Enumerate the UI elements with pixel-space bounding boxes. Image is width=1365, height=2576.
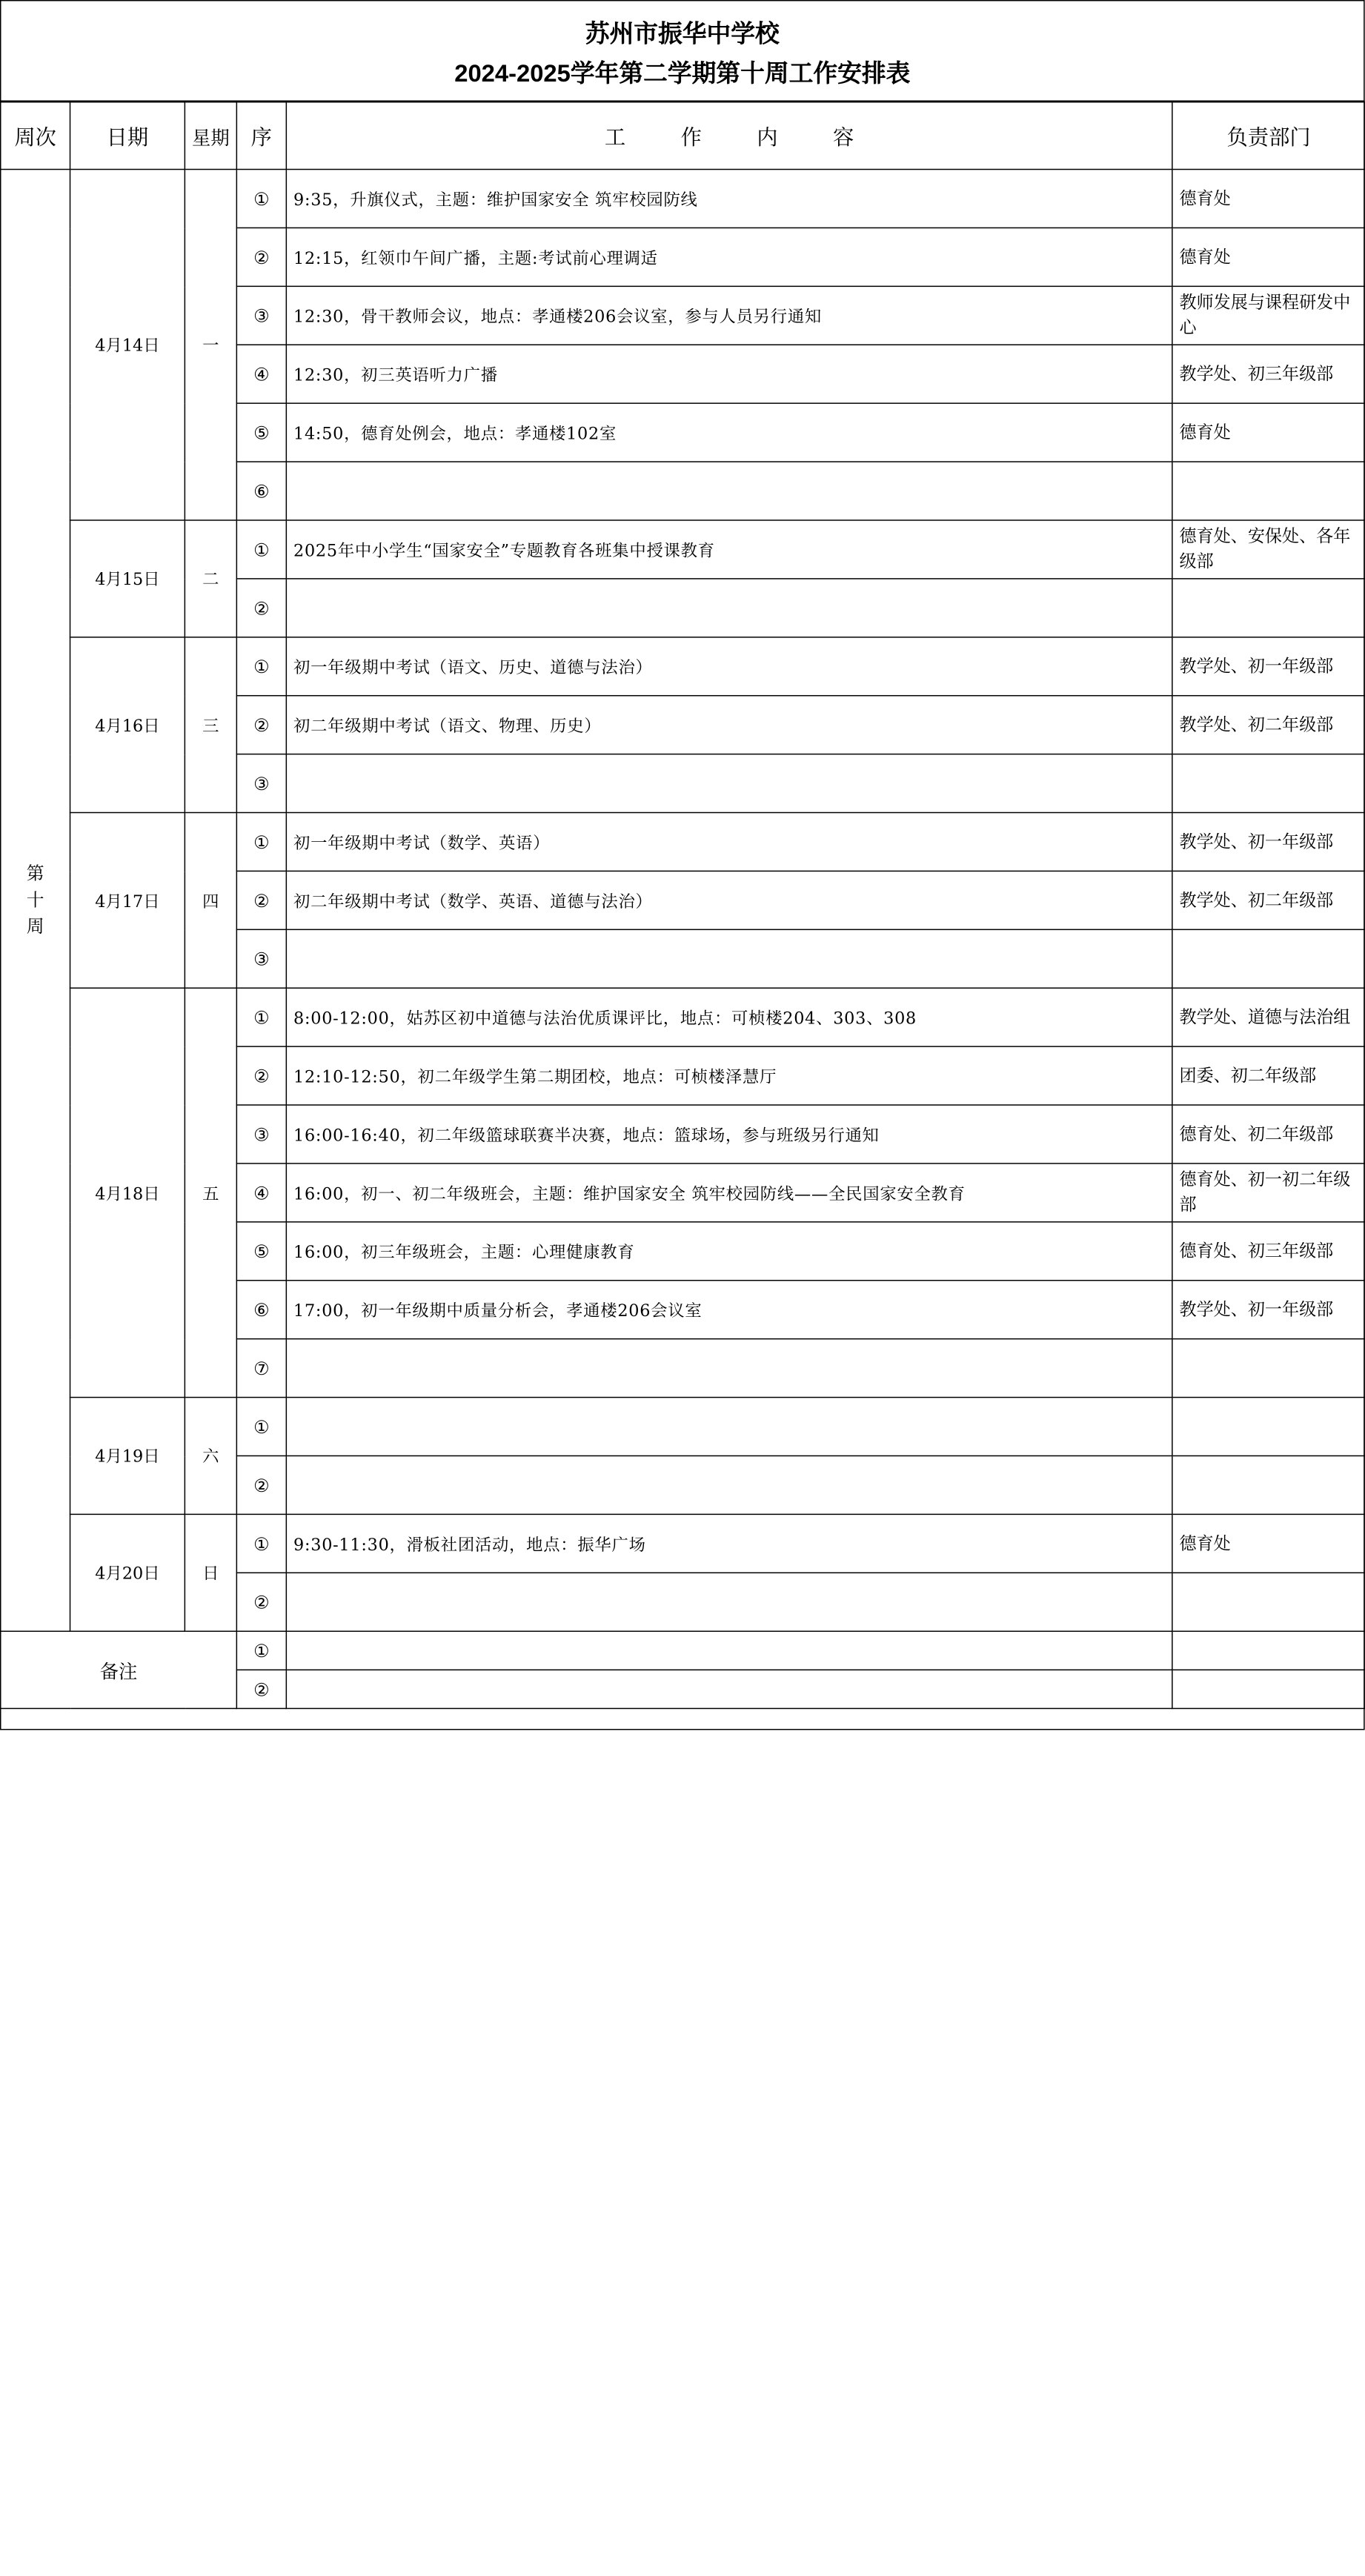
header-row	[1, 102, 1365, 170]
dept-cell: 德育处、初二年级部	[1172, 1105, 1365, 1163]
content-cell: 9:30-11:30，滑板社团活动，地点：振华广场	[286, 1514, 1172, 1573]
title-block	[0, 0, 1365, 102]
dept-cell	[1172, 1339, 1365, 1398]
seq-cell: ②	[236, 579, 286, 637]
table-row	[1, 988, 1365, 1046]
table-row	[1, 1514, 1365, 1573]
dept-cell: 教学处、初一年级部	[1172, 1281, 1365, 1339]
seq-cell: ①	[236, 813, 286, 872]
content-cell	[286, 754, 1172, 813]
seq-cell: ①	[236, 1398, 286, 1456]
notes-dept-cell	[1172, 1631, 1365, 1670]
header-date: 日期	[70, 102, 185, 170]
dept-cell: 教学处、道德与法治组	[1172, 988, 1365, 1046]
content-cell: 14:50，德育处例会，地点：孝通楼102室	[286, 403, 1172, 462]
dept-cell: 教学处、初一年级部	[1172, 637, 1365, 696]
seq-cell: ③	[236, 1105, 286, 1163]
dept-cell: 教学处、初二年级部	[1172, 696, 1365, 754]
seq-cell: ①	[236, 988, 286, 1046]
content-cell: 初一年级期中考试（语文、历史、道德与法治）	[286, 637, 1172, 696]
content-cell: 12:15，红领巾午间广播，主题:考试前心理调适	[286, 228, 1172, 286]
dept-cell	[1172, 1398, 1365, 1456]
seq-cell: ⑤	[236, 1222, 286, 1281]
notes-label: 备注	[1, 1631, 237, 1708]
table-row	[1, 170, 1365, 228]
content-cell: 12:30，初三英语听力广播	[286, 345, 1172, 403]
seq-cell: ⑤	[236, 403, 286, 462]
seq-cell: ①	[236, 1514, 286, 1573]
week-label-char: 第	[26, 863, 44, 884]
seq-cell: ①	[236, 170, 286, 228]
date-cell: 4月19日	[70, 1398, 185, 1515]
content-cell: 初二年级期中考试（数学、英语、道德与法治）	[286, 871, 1172, 929]
seq-cell: ②	[236, 871, 286, 929]
dept-cell	[1172, 462, 1365, 520]
content-cell	[286, 579, 1172, 637]
week-cell	[1, 170, 70, 1632]
seq-cell: ③	[236, 286, 286, 345]
content-cell: 8:00-12:00，姑苏区初中道德与法治优质课评比，地点：可桢楼204、303、308	[286, 988, 1172, 1046]
header-seq: 序	[236, 102, 286, 170]
week-label-char: 周	[26, 915, 44, 937]
content-cell: 16:00，初三年级班会，主题：心理健康教育	[286, 1222, 1172, 1281]
school-name: 苏州市振华中学校	[585, 19, 780, 48]
content-cell	[286, 929, 1172, 988]
dept-cell	[1172, 754, 1365, 813]
content-cell	[286, 462, 1172, 520]
header-content: 工作内容	[286, 102, 1172, 170]
notes-dept-cell	[1172, 1670, 1365, 1708]
content-cell	[286, 1573, 1172, 1631]
dept-cell: 团委、初二年级部	[1172, 1046, 1365, 1105]
content-cell: 16:00-16:40，初二年级篮球联赛半决赛，地点：篮球场，参与班级另行通知	[286, 1105, 1172, 1163]
dept-cell	[1172, 929, 1365, 988]
weekday-cell: 二	[185, 520, 236, 637]
seq-cell: ③	[236, 754, 286, 813]
dept-cell: 德育处、安保处、各年级部	[1172, 520, 1365, 579]
notes-content-cell	[286, 1631, 1172, 1670]
content-cell: 16:00，初一、初二年级班会，主题：维护国家安全 筑牢校园防线——全民国家安全教育	[286, 1163, 1172, 1222]
seq-cell: ⑦	[236, 1339, 286, 1398]
date-cell: 4月15日	[70, 520, 185, 637]
date-cell: 4月18日	[70, 988, 185, 1397]
date-cell: 4月14日	[70, 170, 185, 520]
seq-cell: ⑥	[236, 1281, 286, 1339]
notes-seq-cell: ①	[236, 1631, 286, 1670]
seq-cell: ①	[236, 637, 286, 696]
dept-cell: 德育处	[1172, 1514, 1365, 1573]
table-row	[1, 637, 1365, 696]
date-cell: 4月17日	[70, 813, 185, 989]
table-row	[1, 813, 1365, 872]
content-cell	[286, 1398, 1172, 1456]
content-cell: 12:30，骨干教师会议，地点：孝通楼206会议室，参与人员另行通知	[286, 286, 1172, 345]
header-weekday: 星期	[185, 102, 236, 170]
content-cell	[286, 1339, 1172, 1398]
seq-cell: ④	[236, 1163, 286, 1222]
schedule-title: 2024-2025学年第二学期第十周工作安排表	[454, 59, 911, 87]
dept-cell: 德育处	[1172, 228, 1365, 286]
dept-cell	[1172, 1455, 1365, 1514]
weekday-cell: 日	[185, 1514, 236, 1631]
dept-cell: 德育处、初三年级部	[1172, 1222, 1365, 1281]
content-cell: 2025年中小学生“国家安全”专题教育各班集中授课教育	[286, 520, 1172, 579]
seq-cell: ②	[236, 228, 286, 286]
weekday-cell: 三	[185, 637, 236, 813]
seq-cell: ②	[236, 1046, 286, 1105]
notes-content-cell	[286, 1670, 1172, 1708]
notes-row	[1, 1631, 1365, 1670]
seq-cell: ②	[236, 696, 286, 754]
notes-seq-cell: ②	[236, 1670, 286, 1708]
weekday-cell: 四	[185, 813, 236, 989]
table-row	[1, 520, 1365, 579]
dept-cell: 德育处、初一初二年级部	[1172, 1163, 1365, 1222]
seq-cell: ②	[236, 1573, 286, 1631]
dept-cell	[1172, 1573, 1365, 1631]
content-cell	[286, 1455, 1172, 1514]
content-cell: 初一年级期中考试（数学、英语）	[286, 813, 1172, 872]
weekday-cell: 五	[185, 988, 236, 1397]
content-cell: 12:10-12:50，初二年级学生第二期团校，地点：可桢楼泽慧厅	[286, 1046, 1172, 1105]
schedule-body	[1, 170, 1365, 1709]
header-week: 周次	[1, 102, 70, 170]
weekday-cell: 一	[185, 170, 236, 520]
dept-cell: 德育处	[1172, 170, 1365, 228]
seq-cell: ③	[236, 929, 286, 988]
seq-cell: ①	[236, 520, 286, 579]
content-cell: 17:00，初一年级期中质量分析会，孝通楼206会议室	[286, 1281, 1172, 1339]
seq-cell: ②	[236, 1455, 286, 1514]
content-cell: 9:35，升旗仪式，主题：维护国家安全 筑牢校园防线	[286, 170, 1172, 228]
date-cell: 4月20日	[70, 1514, 185, 1631]
dept-cell: 教师发展与课程研发中心	[1172, 286, 1365, 345]
dept-cell	[1172, 579, 1365, 637]
content-cell: 初二年级期中考试（语文、物理、历史）	[286, 696, 1172, 754]
schedule-table	[0, 102, 1365, 1709]
table-row	[1, 1398, 1365, 1456]
dept-cell: 教学处、初三年级部	[1172, 345, 1365, 403]
week-label-char: 十	[26, 889, 44, 911]
header-dept: 负责部门	[1172, 102, 1365, 170]
dept-cell: 教学处、初一年级部	[1172, 813, 1365, 872]
seq-cell: ⑥	[236, 462, 286, 520]
dept-cell: 教学处、初二年级部	[1172, 871, 1365, 929]
weekday-cell: 六	[185, 1398, 236, 1515]
seq-cell: ④	[236, 345, 286, 403]
dept-cell: 德育处	[1172, 403, 1365, 462]
date-cell: 4月16日	[70, 637, 185, 813]
